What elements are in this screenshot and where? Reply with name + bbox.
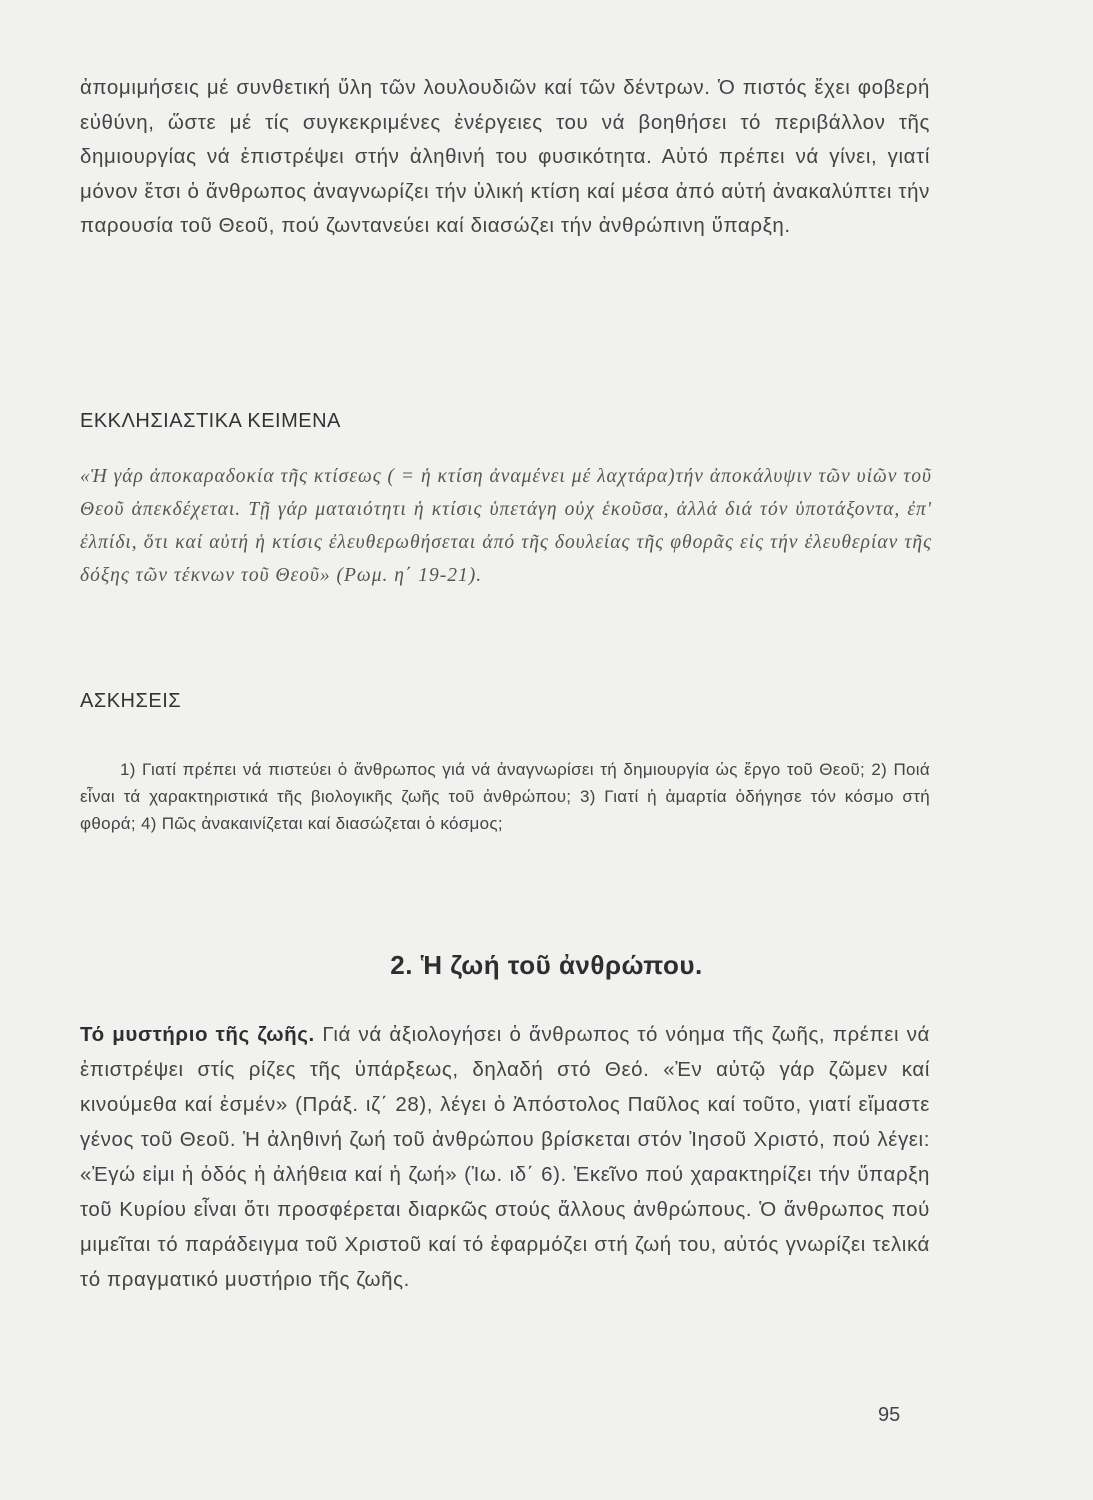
run-in-heading: Τό μυστήριο τῆς ζωῆς. <box>80 1023 315 1046</box>
exercises-text: 1) Γιατί πρέπει νά πιστεύει ὁ ἄνθρωπος γιά νά ἀναγνωρίσει τή δημιουργία ὡς ἔργο τοῦ Θεοῦ; 2) Ποιά εἶναι τά χαρακτηριστικά τῆς βιολογικῆς ζωῆς τοῦ ἀνθρώπου; 3) Γιατί ἡ ἁμαρτία ὁδήγησε τόν κόσμο στή φθορά; 4) Πῶς ἀνακαινίζεται καί διασώζεται ὁ κόσμος; <box>80 760 930 833</box>
exercises-heading: ΑΣΚΗΣΕΙΣ <box>80 690 182 712</box>
section-title: 2. Ἡ ζωή τοῦ ἀνθρώπου. <box>390 950 703 980</box>
life-paragraph-text: Γιά νά ἀξιολογήσει ὁ ἄνθρωπος τό νόημα τῆς ζωῆς, πρέπει νά ἐπιστρέψει στίς ρίζες τῆς ὑπάρξεως, δηλαδή στό Θεό. «Ἐν αὐτῷ γάρ ζῶμεν καί κινούμεθα καί ἐσμέν» (Πράξ. ιζ΄ 28), λέγει ὁ Ἀπόστολος Παῦλος καί τοῦτο, γιατί εἴμαστε γένος τοῦ Θεοῦ. Ἡ ἀληθινή ζωή τοῦ ἀνθρώπου βρίσκεται στόν Ἰησοῦ Χριστό, πού λέγει: «Ἐγώ εἰμι ἡ ὁδός ἡ ἀλήθεια καί ἡ ζωή» (Ἰω. ιδ΄ 6). Ἐκεῖνο πού χαρακτηρίζει τήν ὕπαρξη τοῦ Κυρίου εἶναι ὅτι προσφέρεται διαρκῶς στούς ἄλλους ἀνθρώπους. Ὁ ἄνθρωπος πού μιμεῖται τό παράδειγμα τοῦ Χριστοῦ καί τό ἐφαρμόζει στή ζωή του, αὐτός γνωρίζει τελικά τό πραγματικό μυστήριο τῆς ζωῆς. <box>80 1023 930 1291</box>
intro-paragraph: ἀπομιμήσεις μέ συνθετική ὕλη τῶν λουλουδιῶν καί τῶν δέντρων. Ὁ πιστός ἔχει φοβερή εὐθύνη, ὥστε μέ τίς συγκεκριμένες ἐνέργειες του νά βοηθήσει τό περιβάλλον τῆς δημιουργίας νά ἐπιστρέψει στήν ἀληθινή του φυσικότητα. Αὐτό πρέπει νά γίνει, γιατί μόνον ἔτσι ὁ ἄνθρωπος ἀναγνωρίζει τήν ὑλική κτίση καί μέσα ἀπό αὐτή ἀνακαλύπτει τήν παρουσία τοῦ Θεοῦ, πού ζωντανεύει καί διασώζει τήν ἀνθρώπινη ὕπαρξη. <box>80 76 930 237</box>
page-number: 95 <box>878 1404 901 1426</box>
scripture-quote: «Ἡ γάρ ἀποκαραδοκία τῆς κτίσεως ( = ἡ κτίση ἀναμένει μέ λαχτάρα)τήν ἀποκάλυψιν τῶν υἱῶν τοῦ Θεοῦ ἀπεκδέχεται. Τῇ γάρ ματαιότητι ἡ κτίσις ὑπετάγη οὐχ ἑκοῦσα, ἀλλά διά τόν ὑποτάξοντα, ἐπ' ἐλπίδι, ὅτι καί αὐτή ἡ κτίσις ἐλευθερωθήσεται ἀπό τῆς δουλείας τῆς φθορᾶς εἰς τήν ἐλευθερίαν τῆς δόξης τῶν τέκνων τοῦ Θεοῦ» (Ρωμ. η΄ 19-21). <box>80 466 932 586</box>
life-paragraph <box>80 1017 930 1297</box>
ecclesiastical-texts-heading: ΕΚΚΛΗΣΙΑΣΤΙΚΑ ΚΕΙΜΕΝΑ <box>80 410 341 432</box>
